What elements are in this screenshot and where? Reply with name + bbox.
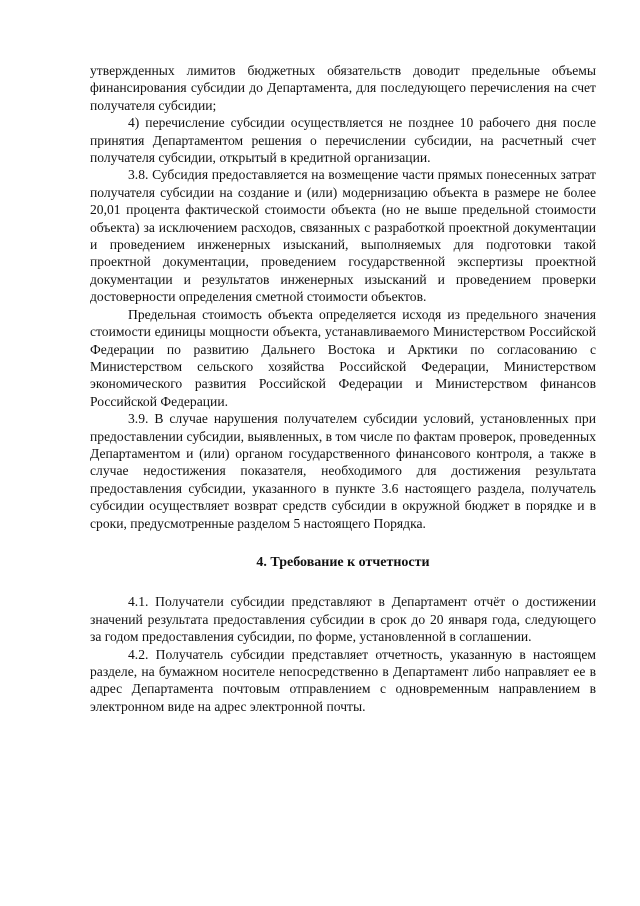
document-page (90, 62, 596, 715)
paragraph-3-9: 3.9. В случае нарушения получателем субсидии условий, установленных при предоставлении субсидии, выявленных, в том числе по фактам проверок, проведенных Департаментом и (или) органом государственного финансового контроля, а также в случае недостижения показателя, необходимого для достижения результата предоставления субсидии, указанного в пункте 3.6 настоящего раздела, получатель субсидии осуществляет возврат средств субсидии в окружной бюджет в порядке и в сроки, предусмотренные разделом 5 настоящего Порядка. (90, 411, 596, 531)
paragraph-item-4: 4) перечисление субсидии осуществляется не позднее 10 рабочего дня после принятия Департаментом решения о перечислении субсидии, на расчетный счет получателя субсидии, открытый в кредитной организации. (90, 115, 596, 166)
paragraph-limit-cost: Предельная стоимость объекта определяется исходя из предельного значения стоимости единицы мощности объекта, устанавливаемого Министерством Российской Федерации по развитию Дальнего Востока и Арктики по согласованию с Министерством сельского хозяйства Российской Федерации, Министерством экономического развития Российской Федерации и Министерством финансов Российской Федерации. (90, 306, 596, 409)
paragraph-4-1: 4.1. Получатели субсидии представляют в Департамент отчёт о достижении значений результата предоставления субсидии в срок до 20 января года, следующего за годом предоставления субсидии, по форме, установленной в соглашении. (90, 594, 596, 645)
spacer (90, 571, 596, 593)
spacer (90, 532, 596, 554)
paragraph-3-8: 3.8. Субсидия предоставляется на возмещение части прямых понесенных затрат получателя субсидии на создание и (или) модернизацию объекта в размере не более 20,01 процента фактической стоимости объекта (но не выше предельной стоимости объекта) за исключением расходов, связанных с разработкой проектной документации и проведением инженерных изысканий, выполняемых для подготовки такой проектной документации, проведением государственной экспертизы проектной документации и результатов инженерных изысканий и проведением проверки достоверности определения сметной стоимости объектов. (90, 167, 596, 305)
section-heading: 4. Требование к отчетности (256, 554, 430, 570)
paragraph-4-2: 4.2. Получатель субсидии представляет отчетность, указанную в настоящем разделе, на бумажном носителе непосредственно в Департамент либо направляет ее в адрес Департамента почтовым отправлением с одновременным направлением в электронном виде на адрес электронной почты. (90, 646, 596, 714)
paragraph-continuation: утвержденных лимитов бюджетных обязательств доводит предельные объемы финансирования субсидии до Департамента, для последующего перечисления на счет получателя субсидии; (90, 63, 596, 113)
